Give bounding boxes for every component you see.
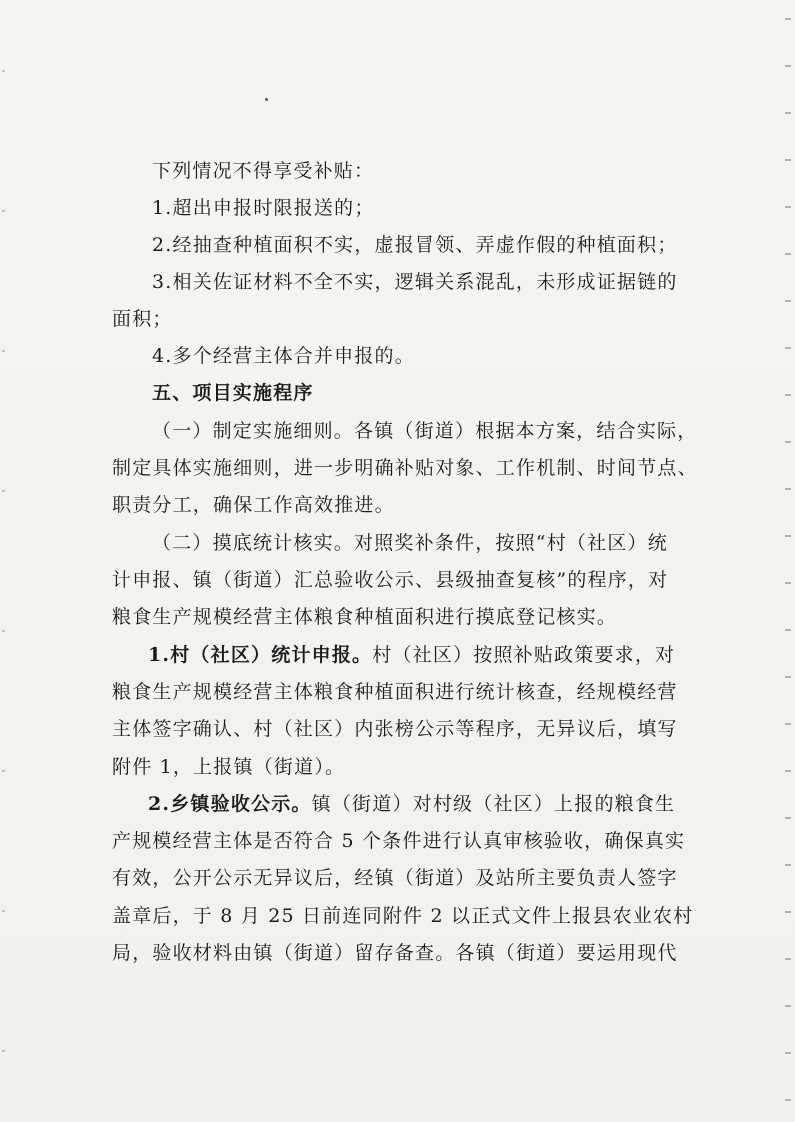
text-line: 附件 1，上报镇（街道）。	[112, 756, 346, 778]
section-heading: 五、项目实施程序	[152, 382, 314, 404]
text-run: 村（社区）按照补贴政策要求，对	[372, 644, 676, 666]
text-run: 镇（街道）对村级（社区）上报的粮食生	[311, 793, 676, 815]
text-line: 有效，公开公示无异议后，经镇（街道）及站所主要负责人签字	[112, 867, 678, 889]
text-line: 计申报、镇（街道）汇总验收公示、县级抽查复核”的程序，对	[112, 569, 669, 591]
text-line	[148, 792, 728, 816]
scan-edge-left	[2, 0, 5, 1122]
text-line: 1.超出申报时限报送的；	[152, 197, 375, 219]
subheading-village: 1.村（社区）统计申报。	[148, 644, 373, 666]
text-line: （二）摸底统计核实。对照奖补条件，按照“村（社区）统	[152, 532, 668, 554]
text-line: 产规模经营主体是否符合 5 个条件进行认真审核验收，确保真实	[112, 830, 686, 852]
text-line: 粮食生产规模经营主体粮食种植面积进行摸底登记核实。	[112, 606, 618, 628]
text-line: 4.多个经营主体合并申报的。	[152, 345, 415, 367]
text-line: 3.相关佐证材料不全不实，逻辑关系混乱，未形成证据链的	[152, 271, 678, 293]
text-line: 主体签字确认、村（社区）内张榜公示等程序，无异议后，填写	[112, 718, 678, 740]
text-line: （一）制定实施细则。各镇（街道）根据本方案，结合实际，	[152, 420, 698, 442]
text-line: 下列情况不得享受补贴：	[152, 160, 375, 182]
text-line: 盖章后，于 8 月 25 日前连同附件 2 以正式文件上报县农业农村	[112, 905, 694, 927]
scan-speck	[265, 98, 268, 101]
scan-edge-right	[785, 0, 791, 1122]
text-line: 2.经抽查种植面积不实，虚报冒领、弄虚作假的种植面积；	[152, 234, 678, 256]
text-line: 局，验收材料由镇（街道）留存备查。各镇（街道）要运用现代	[112, 942, 678, 964]
text-line: 面积；	[112, 308, 173, 330]
text-line	[148, 643, 728, 667]
text-line: 职责分工，确保工作高效推进。	[112, 494, 395, 516]
subheading-township: 2.乡镇验收公示。	[148, 793, 312, 815]
text-line: 粮食生产规模经营主体粮食种植面积进行统计核查，经规模经营	[112, 681, 678, 703]
text-line: 制定具体实施细则，进一步明确补贴对象、工作机制、时间节点、	[112, 457, 698, 479]
